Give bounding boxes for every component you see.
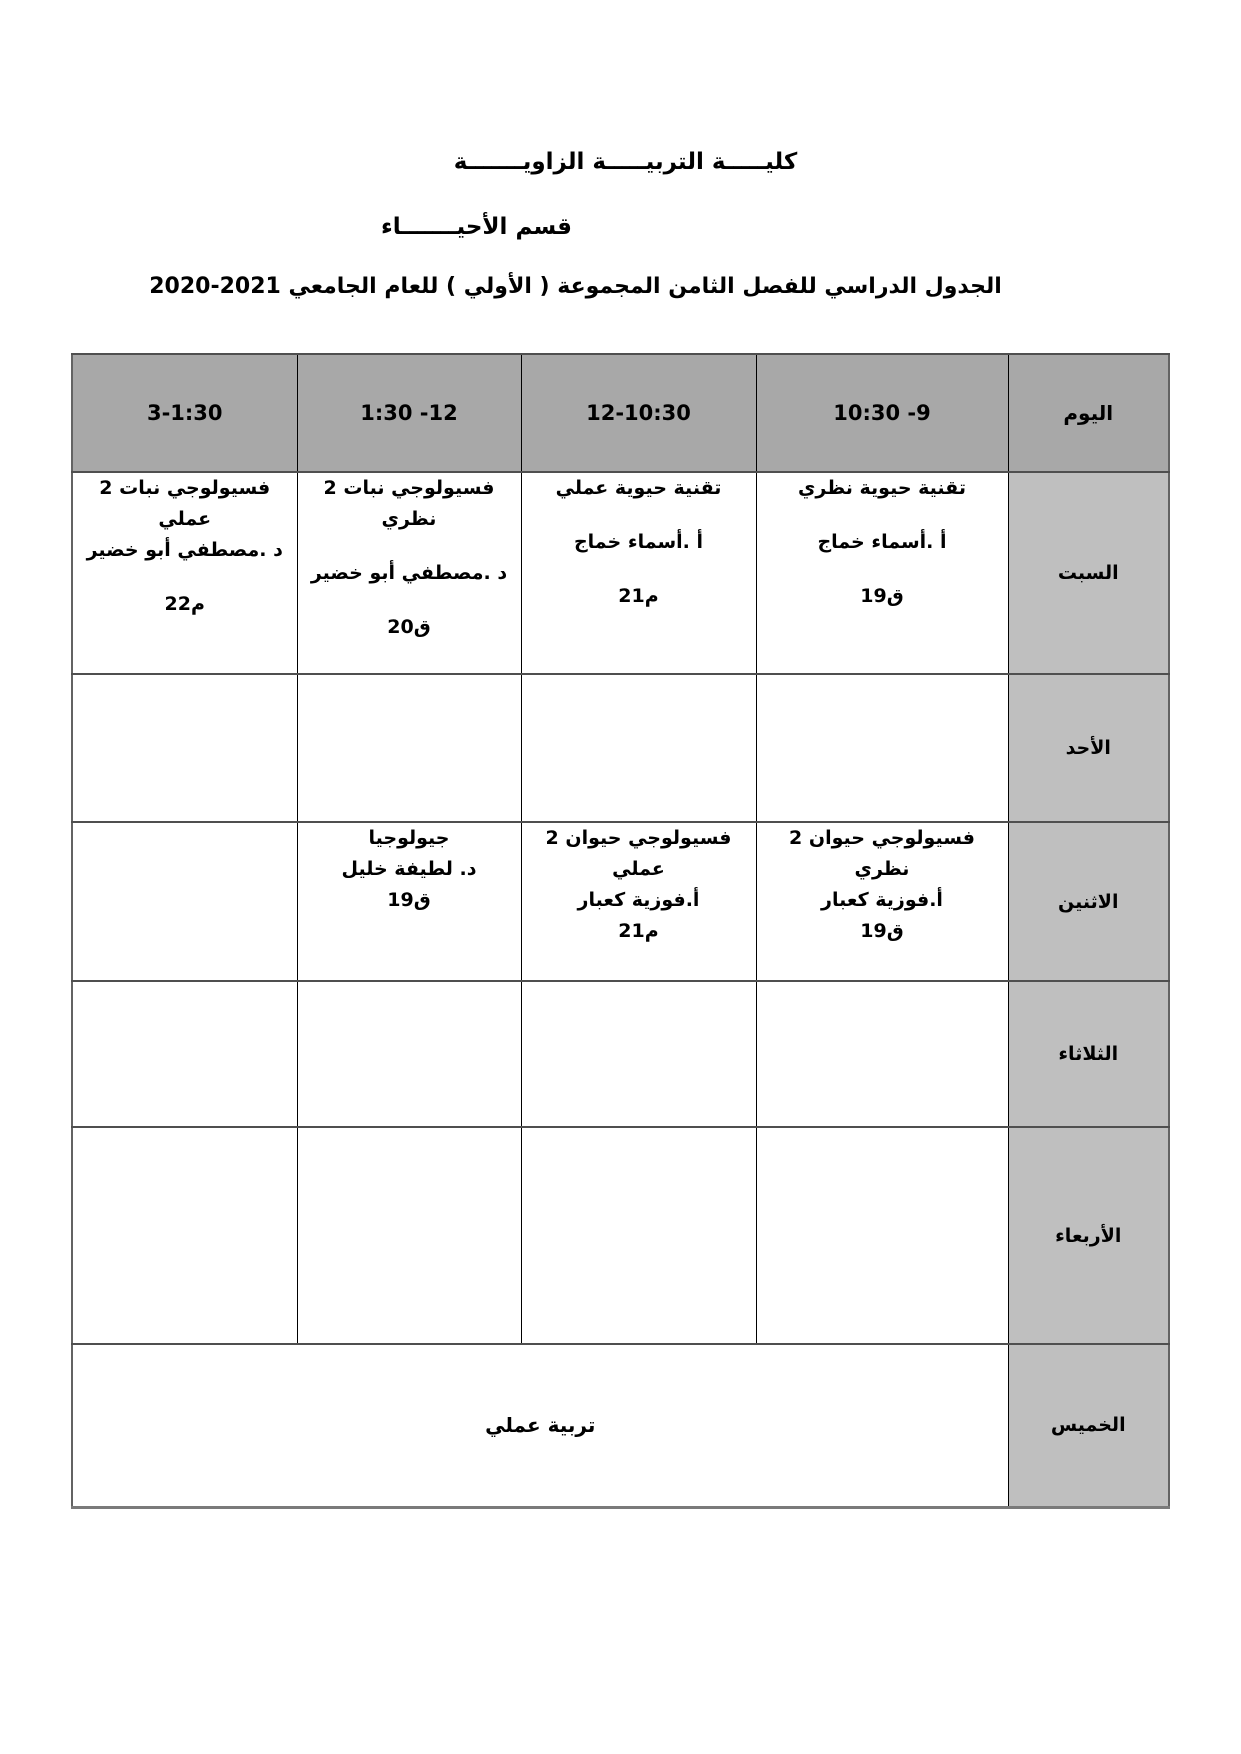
day-cell-sunday: الأحد [1008,674,1169,822]
day-cell-thursday: الخميس [1008,1344,1169,1507]
course-type: عملي [158,508,212,530]
college-title: كليـــــة التربيـــــة الزاويـــــــة [453,149,798,175]
cell-saturday-9-1030 [756,472,1008,674]
instructor: أ .أسماء خماج [573,531,703,553]
cell-monday-12-130 [297,822,521,981]
cell-sunday-12-130 [297,674,521,822]
time-label: 10:30 -9 [833,401,931,425]
day-cell-saturday: السبت [1008,472,1169,674]
row-wednesday [72,1127,1169,1344]
day-column-header: اليوم [1008,354,1169,472]
row-saturday [72,472,1169,674]
instructor: أ.فوزية كعبار [821,889,943,911]
course-title: جيولوجيا [368,827,450,849]
row-thursday [72,1344,1169,1507]
document-header [0,0,1241,303]
time-label: 12-10:30 [586,401,691,425]
room: م21 [618,920,659,942]
course-title: فسيولوجي حيوان 2 [789,827,975,849]
department-title: قسم الأحيـــــــاء [381,214,572,240]
cell-saturday-12-130 [297,472,521,674]
day-cell-tuesday: الثلاثاء [1008,981,1169,1127]
time-label: 3-1:30 [146,401,223,425]
cell-tuesday-130-3 [72,981,297,1127]
time-label: 1:30 -12 [360,401,458,425]
row-sunday [72,674,1169,822]
course-title: تقنية حيوية عملي [555,477,722,499]
cell-saturday-130-3 [72,472,297,674]
schedule-table [71,353,1170,1509]
room: ق20 [387,616,431,638]
schedule-title: الجدول الدراسي للفصل الثامن المجموعة ( الأولي ) للعام الجامعي 2021-2020 [149,274,1002,299]
header-row [72,354,1169,472]
cell-sunday-9-1030 [756,674,1008,822]
cell-tuesday-1030-12 [521,981,756,1127]
room: ق19 [860,920,904,942]
cell-tuesday-9-1030 [756,981,1008,1127]
cell-saturday-1030-12 [521,472,756,674]
cell-sunday-1030-12 [521,674,756,822]
time-header-12-130 [297,354,521,472]
course-title: فسيولوجي حيوان 2 [545,827,732,849]
cell-sunday-130-3 [72,674,297,822]
cell-tuesday-12-130 [297,981,521,1127]
instructor: أ.فوزية كعبار [577,889,700,911]
room: م22 [164,593,205,615]
cell-monday-130-3 [72,822,297,981]
course-title: فسيولوجي نبات 2 [99,477,271,499]
time-header-130-3 [72,354,297,472]
cell-wednesday-1030-12 [521,1127,756,1344]
instructor: د .مصطفي أبو خضير [310,562,508,584]
room: م21 [618,585,659,607]
day-cell-monday: الاثنين [1008,822,1169,981]
day-cell-wednesday: الأربعاء [1008,1127,1169,1344]
course-title: فسيولوجي نبات 2 [323,477,495,499]
cell-monday-1030-12 [521,822,756,981]
instructor: د .مصطفي أبو خضير [86,539,283,561]
course-type: نظري [381,508,437,530]
row-monday [72,822,1169,981]
cell-wednesday-9-1030 [756,1127,1008,1344]
time-header-9-1030 [756,354,1008,472]
course-type: نظري [854,858,910,880]
instructor: د. لطيفة خليل [341,858,477,880]
cell-monday-9-1030 [756,822,1008,981]
room: ق19 [860,585,904,607]
row-tuesday [72,981,1169,1127]
course-type: عملي [612,858,665,880]
time-header-1030-12 [521,354,756,472]
room: ق19 [387,889,431,911]
cell-thursday-merged: تربية عملي [72,1344,1008,1507]
course-title: تقنية حيوية نظري [798,477,966,499]
cell-wednesday-12-130 [297,1127,521,1344]
instructor: أ .أسماء خماج [817,531,947,553]
cell-wednesday-130-3 [72,1127,297,1344]
